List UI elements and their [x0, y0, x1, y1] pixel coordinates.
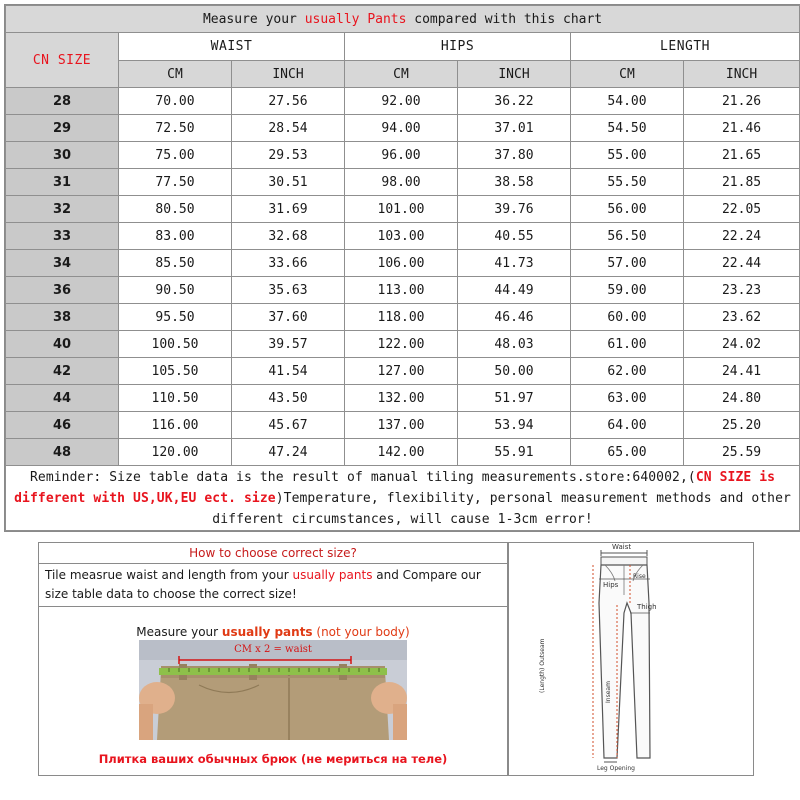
hips-inch-cell: 55.91 [458, 439, 571, 466]
table-row [6, 385, 800, 412]
measuring-photo-illustration [139, 640, 407, 740]
length-cm-cell: 54.50 [571, 115, 684, 142]
howto-line-highlight: usually pants [292, 568, 373, 582]
waist-cm-cell: 110.50 [119, 385, 232, 412]
title-highlight: usually Pants [304, 11, 407, 27]
length-inch-cell: 21.85 [684, 169, 800, 196]
length-inch-cell: 22.24 [684, 223, 800, 250]
length-inch-cell: 23.62 [684, 304, 800, 331]
table-row [6, 277, 800, 304]
hips-cm-cell: 98.00 [345, 169, 458, 196]
length-inch-cell: 25.59 [684, 439, 800, 466]
howto-line-prefix: Tile measrue waist and length from your [45, 568, 293, 582]
hips-header: HIPS [345, 33, 571, 61]
waist-cm-cell: 95.50 [119, 304, 232, 331]
waist-inch-cell: 39.57 [232, 331, 345, 358]
chart-title [6, 6, 800, 33]
length-inch-cell: 21.65 [684, 142, 800, 169]
waist-header: WAIST [119, 33, 345, 61]
length-cm-cell: 56.00 [571, 196, 684, 223]
reminder-text-2: )Temperature, flexibility, personal measurement methods and other different circumstances, will cause 1-3cm error! [212, 490, 791, 527]
size-rows [6, 88, 800, 466]
waist-inch-cell: 33.66 [232, 250, 345, 277]
table-row [6, 223, 800, 250]
length-cm-cell: 60.00 [571, 304, 684, 331]
waist-cm-cell: 100.50 [119, 331, 232, 358]
hips-inch-cell: 44.49 [458, 277, 571, 304]
hips-cm-cell: 127.00 [345, 358, 458, 385]
table-row [6, 115, 800, 142]
title-suffix: compared with this chart [406, 11, 603, 27]
waist-inch-cell: 47.24 [232, 439, 345, 466]
waist-inch-cell: 29.53 [232, 142, 345, 169]
thigh-label: Thigh [637, 603, 657, 611]
size-cell: 33 [6, 223, 119, 250]
hips-label: Hips [603, 581, 619, 589]
hips-inch-cell: 41.73 [458, 250, 571, 277]
length-inch-cell: 22.44 [684, 250, 800, 277]
length-cm-cell: 61.00 [571, 331, 684, 358]
howto-instructions [39, 564, 507, 607]
how-to-panel [38, 542, 508, 776]
unit-header: INCH [458, 61, 571, 88]
pants-diagram [508, 542, 754, 776]
length-inch-cell: 22.05 [684, 196, 800, 223]
size-cell: 29 [6, 115, 119, 142]
waist-cm-cell: 70.00 [119, 88, 232, 115]
table-row [6, 304, 800, 331]
length-inch-cell: 24.41 [684, 358, 800, 385]
size-chart [4, 4, 800, 532]
length-cm-cell: 54.00 [571, 88, 684, 115]
hips-cm-cell: 94.00 [345, 115, 458, 142]
length-cm-cell: 55.50 [571, 169, 684, 196]
measure-caption [39, 625, 507, 639]
hips-cm-cell: 96.00 [345, 142, 458, 169]
howto-title: How to choose correct size? [39, 543, 507, 564]
table-row [6, 331, 800, 358]
waist-cm-cell: 116.00 [119, 412, 232, 439]
size-cell: 28 [6, 88, 119, 115]
size-cell: 31 [6, 169, 119, 196]
waist-cm-cell: 85.50 [119, 250, 232, 277]
length-inch-cell: 25.20 [684, 412, 800, 439]
waist-inch-cell: 28.54 [232, 115, 345, 142]
size-table [5, 5, 800, 531]
howto-line-suffix: and Compare our size table data to choose the correct size! [45, 568, 481, 601]
waist-cm-cell: 120.00 [119, 439, 232, 466]
table-row [6, 439, 800, 466]
length-cm-cell: 56.50 [571, 223, 684, 250]
waist-cm-cell: 83.00 [119, 223, 232, 250]
length-inch-cell: 24.02 [684, 331, 800, 358]
hips-inch-cell: 48.03 [458, 331, 571, 358]
waist-inch-cell: 43.50 [232, 385, 345, 412]
unit-header: CM [119, 61, 232, 88]
hips-inch-cell: 39.76 [458, 196, 571, 223]
rise-label: Rise [633, 573, 646, 580]
hips-cm-cell: 106.00 [345, 250, 458, 277]
length-cm-cell: 59.00 [571, 277, 684, 304]
unit-header: INCH [232, 61, 345, 88]
unit-header: CM [571, 61, 684, 88]
waist-cm-cell: 105.50 [119, 358, 232, 385]
hips-inch-cell: 37.80 [458, 142, 571, 169]
hips-inch-cell: 38.58 [458, 169, 571, 196]
hips-inch-cell: 50.00 [458, 358, 571, 385]
size-cell: 48 [6, 439, 119, 466]
hips-cm-cell: 113.00 [345, 277, 458, 304]
waist-inch-cell: 32.68 [232, 223, 345, 250]
measuring-photo [139, 640, 407, 740]
size-cell: 36 [6, 277, 119, 304]
inseam-label: Inseam [605, 681, 612, 703]
measure-prefix: Measure your [136, 625, 222, 639]
length-cm-cell: 62.00 [571, 358, 684, 385]
size-cell: 40 [6, 331, 119, 358]
length-cm-cell: 57.00 [571, 250, 684, 277]
hips-inch-cell: 46.46 [458, 304, 571, 331]
hips-cm-cell: 118.00 [345, 304, 458, 331]
length-inch-cell: 23.23 [684, 277, 800, 304]
size-cell: 32 [6, 196, 119, 223]
hips-cm-cell: 103.00 [345, 223, 458, 250]
size-cell: 30 [6, 142, 119, 169]
table-row [6, 412, 800, 439]
table-row [6, 169, 800, 196]
hips-cm-cell: 101.00 [345, 196, 458, 223]
table-row [6, 88, 800, 115]
russian-caption: Плитка ваших обычных брюк (не мериться на теле) [98, 752, 448, 766]
hips-inch-cell: 36.22 [458, 88, 571, 115]
hips-cm-cell: 142.00 [345, 439, 458, 466]
reminder-highlight: CN SIZE is different with US,UK,EU ect. size [14, 469, 776, 506]
waist-inch-cell: 41.54 [232, 358, 345, 385]
length-cm-cell: 64.00 [571, 412, 684, 439]
title-prefix: Measure your [202, 11, 305, 27]
outseam-label: (Length) Outseam [539, 638, 546, 693]
length-inch-cell: 21.46 [684, 115, 800, 142]
waist-cm-cell: 72.50 [119, 115, 232, 142]
waist-label: Waist [612, 543, 632, 551]
table-row [6, 142, 800, 169]
unit-header: INCH [684, 61, 800, 88]
hips-cm-cell: 132.00 [345, 385, 458, 412]
leg-opening-label: Leg Opening [597, 765, 635, 772]
length-cm-cell: 65.00 [571, 439, 684, 466]
waist-inch-cell: 31.69 [232, 196, 345, 223]
waist-cm-cell: 75.00 [119, 142, 232, 169]
hips-inch-cell: 37.01 [458, 115, 571, 142]
waist-inch-cell: 37.60 [232, 304, 345, 331]
table-row [6, 196, 800, 223]
measure-highlight: usually pants [221, 625, 313, 639]
size-cell: 38 [6, 304, 119, 331]
size-cell: 46 [6, 412, 119, 439]
hips-cm-cell: 137.00 [345, 412, 458, 439]
length-cm-cell: 63.00 [571, 385, 684, 412]
table-row [6, 250, 800, 277]
table-row [6, 358, 800, 385]
length-cm-cell: 55.00 [571, 142, 684, 169]
length-inch-cell: 24.80 [684, 385, 800, 412]
waist-cm-cell: 90.50 [119, 277, 232, 304]
reminder-text: Reminder: Size table data is the result of manual tiling measurements.store:640002,( [29, 469, 696, 485]
waist-cm-cell: 77.50 [119, 169, 232, 196]
size-cell: 42 [6, 358, 119, 385]
hips-inch-cell: 40.55 [458, 223, 571, 250]
measure-paren: (not your body) [312, 625, 410, 639]
unit-header: CM [345, 61, 458, 88]
reminder-note [6, 466, 800, 531]
waist-inch-cell: 45.67 [232, 412, 345, 439]
hips-cm-cell: 122.00 [345, 331, 458, 358]
waist-inch-cell: 35.63 [232, 277, 345, 304]
hips-cm-cell: 92.00 [345, 88, 458, 115]
waist-inch-cell: 27.56 [232, 88, 345, 115]
length-header: LENGTH [571, 33, 800, 61]
size-cell: 44 [6, 385, 119, 412]
size-cell: 34 [6, 250, 119, 277]
hips-inch-cell: 53.94 [458, 412, 571, 439]
length-inch-cell: 21.26 [684, 88, 800, 115]
hips-inch-cell: 51.97 [458, 385, 571, 412]
cn-size-header: CN SIZE [6, 33, 119, 88]
photo-label: CM x 2 = waist [234, 644, 312, 655]
waist-inch-cell: 30.51 [232, 169, 345, 196]
waist-cm-cell: 80.50 [119, 196, 232, 223]
